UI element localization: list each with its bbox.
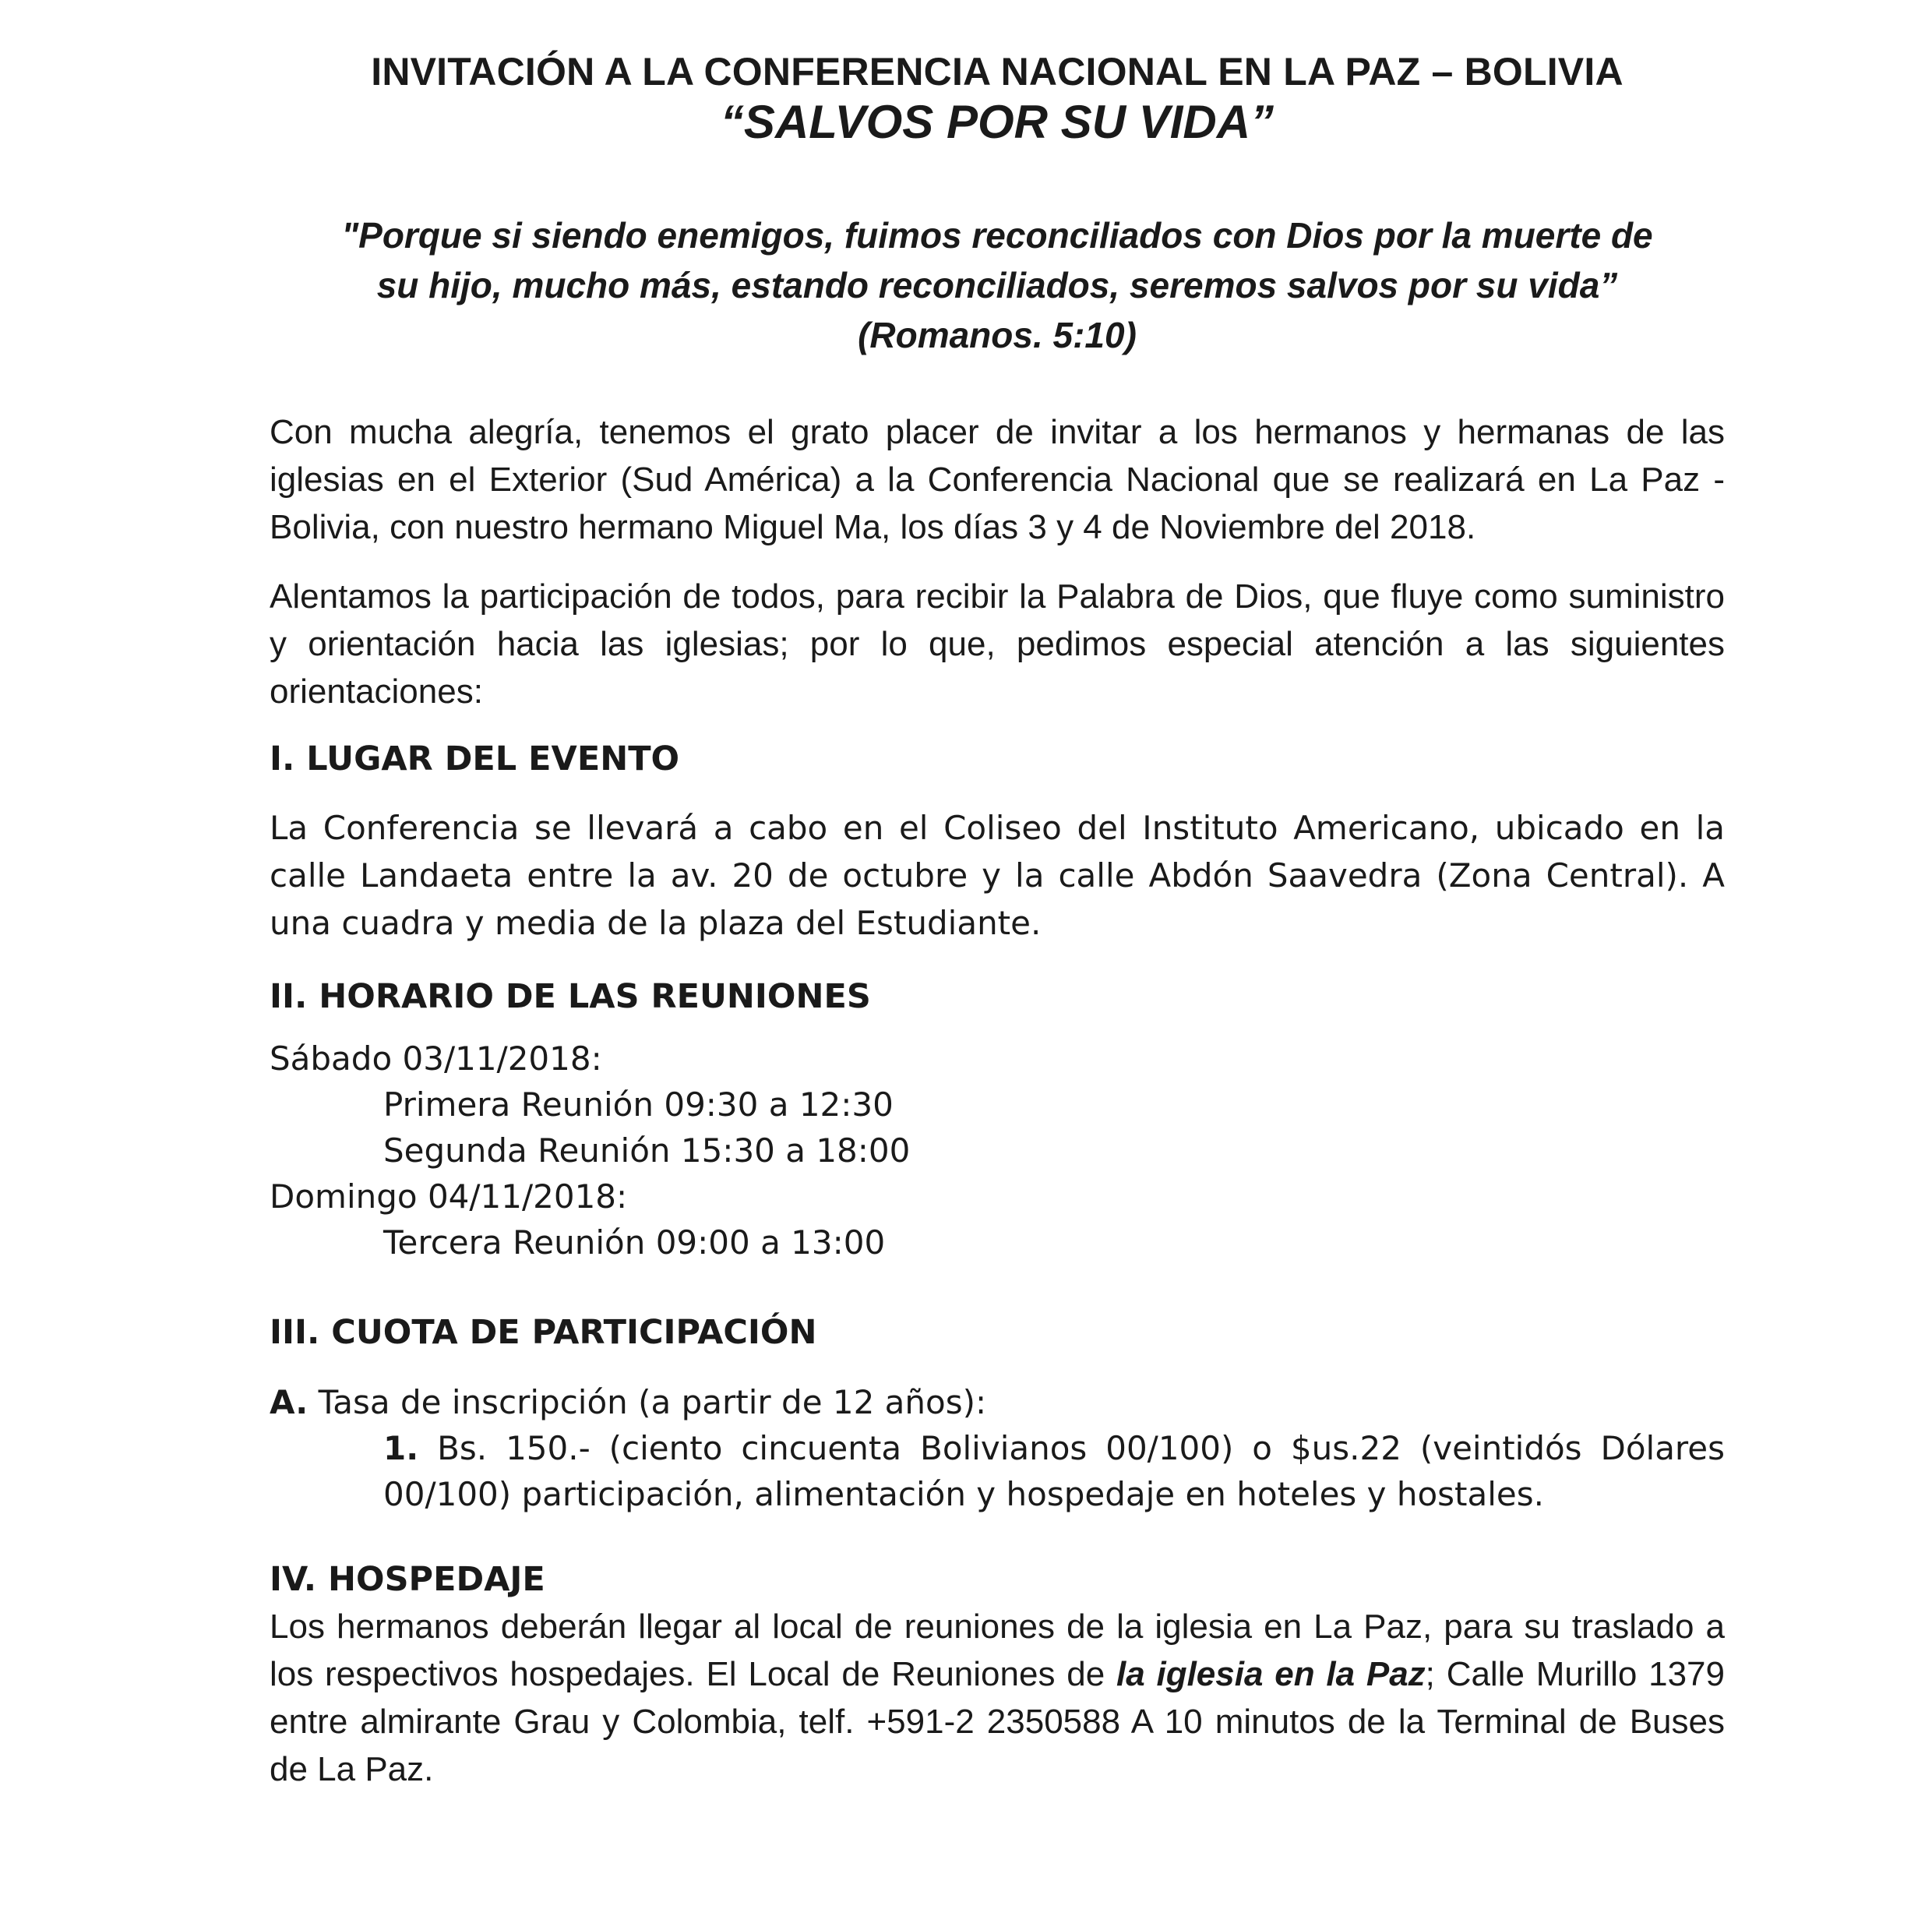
verse-reference: (Romanos. 5:10) (858, 315, 1137, 355)
document-subtitle: “SALVOS POR SU VIDA” (720, 96, 1274, 148)
document-title: INVITACIÓN A LA CONFERENCIA NACIONAL EN LA PAZ – BOLIVIA (371, 50, 1624, 94)
intro-paragraph-1: Con mucha alegría, tenemos el grato placer de invitar a los hermanos y hermanas de las iglesias en el Exterior (Sud América) a la Conferencia Nacional que se realizará en La Paz - Bolivia, con nuestro hermano Miguel Ma, los días 3 y 4 de Noviembre del 2018. (270, 413, 1725, 546)
document-page (270, 48, 1725, 1793)
verse-line-1: "Porque si siendo enemigos, fuimos reconciliados con Dios por la muerte de (341, 215, 1653, 256)
fee-item-1-label: 1. (383, 1429, 419, 1467)
fee-item-1-text: Bs. 150.- (ciento cincuenta Bolivianos 00/100) o $us.22 (veintidós Dólares 00/100) participación, alimentación y hospedaje en hoteles y hostales. (383, 1429, 1725, 1513)
hospedaje-text-part-2: ; Calle Murillo 1379 entre almirante Grau y Colombia, telf. +591-2 2350588 A 10 minutos de la Terminal de Buses de La Paz. (270, 1655, 1725, 1788)
fee-item-1 (383, 1425, 1725, 1517)
fee-item-a-label: A. (270, 1383, 308, 1421)
hospedaje-text-part-1: Los hermanos deberán llegar al local de reuniones de la iglesia en La Paz, para su traslado a los respectivos hospedajes. El Local de Reuniones de (270, 1608, 1725, 1693)
bible-verse (270, 210, 1725, 360)
section-heading-cuota: III. CUOTA DE PARTICIPACIÓN (270, 1313, 817, 1352)
meeting-schedule (270, 1036, 1725, 1265)
fee-item-a-text: Tasa de inscripción (a partir de 12 años): (308, 1383, 987, 1421)
section-heading-hospedaje: IV. HOSPEDAJE (270, 1560, 545, 1599)
fee-item-a (270, 1379, 1725, 1425)
section-text-lugar: La Conferencia se llevará a cabo en el Coliseo del Instituto Americano, ubicado en la calle Landaeta entre la av. 20 de octubre y la calle Abdón Saavedra (Zona Central). A una cuadra y media de la plaza del Estudiante. (270, 809, 1725, 942)
fee-details (270, 1379, 1725, 1517)
section-heading-lugar: I. LUGAR DEL EVENTO (270, 739, 680, 778)
schedule-meeting-3: Tercera Reunión 09:00 a 13:00 (383, 1223, 886, 1262)
schedule-day-sunday: Domingo 04/11/2018: (270, 1177, 628, 1216)
section-heading-horario: II. HORARIO DE LAS REUNIONES (270, 977, 871, 1016)
verse-line-2: su hijo, mucho más, estando reconciliados, seremos salvos por su vida” (376, 265, 1618, 305)
hospedaje-church-name: la iglesia en la Paz (1116, 1655, 1426, 1693)
intro-paragraph-2: Alentamos la participación de todos, para recibir la Palabra de Dios, que fluye como suministro y orientación hacia las iglesias; por lo que, pedimos especial atención a las siguientes orientaciones: (270, 577, 1725, 711)
schedule-meeting-2: Segunda Reunión 15:30 a 18:00 (383, 1131, 911, 1170)
schedule-day-saturday: Sábado 03/11/2018: (270, 1039, 602, 1078)
section-text-hospedaje (270, 1603, 1725, 1793)
schedule-meeting-1: Primera Reunión 09:30 a 12:30 (383, 1085, 894, 1124)
